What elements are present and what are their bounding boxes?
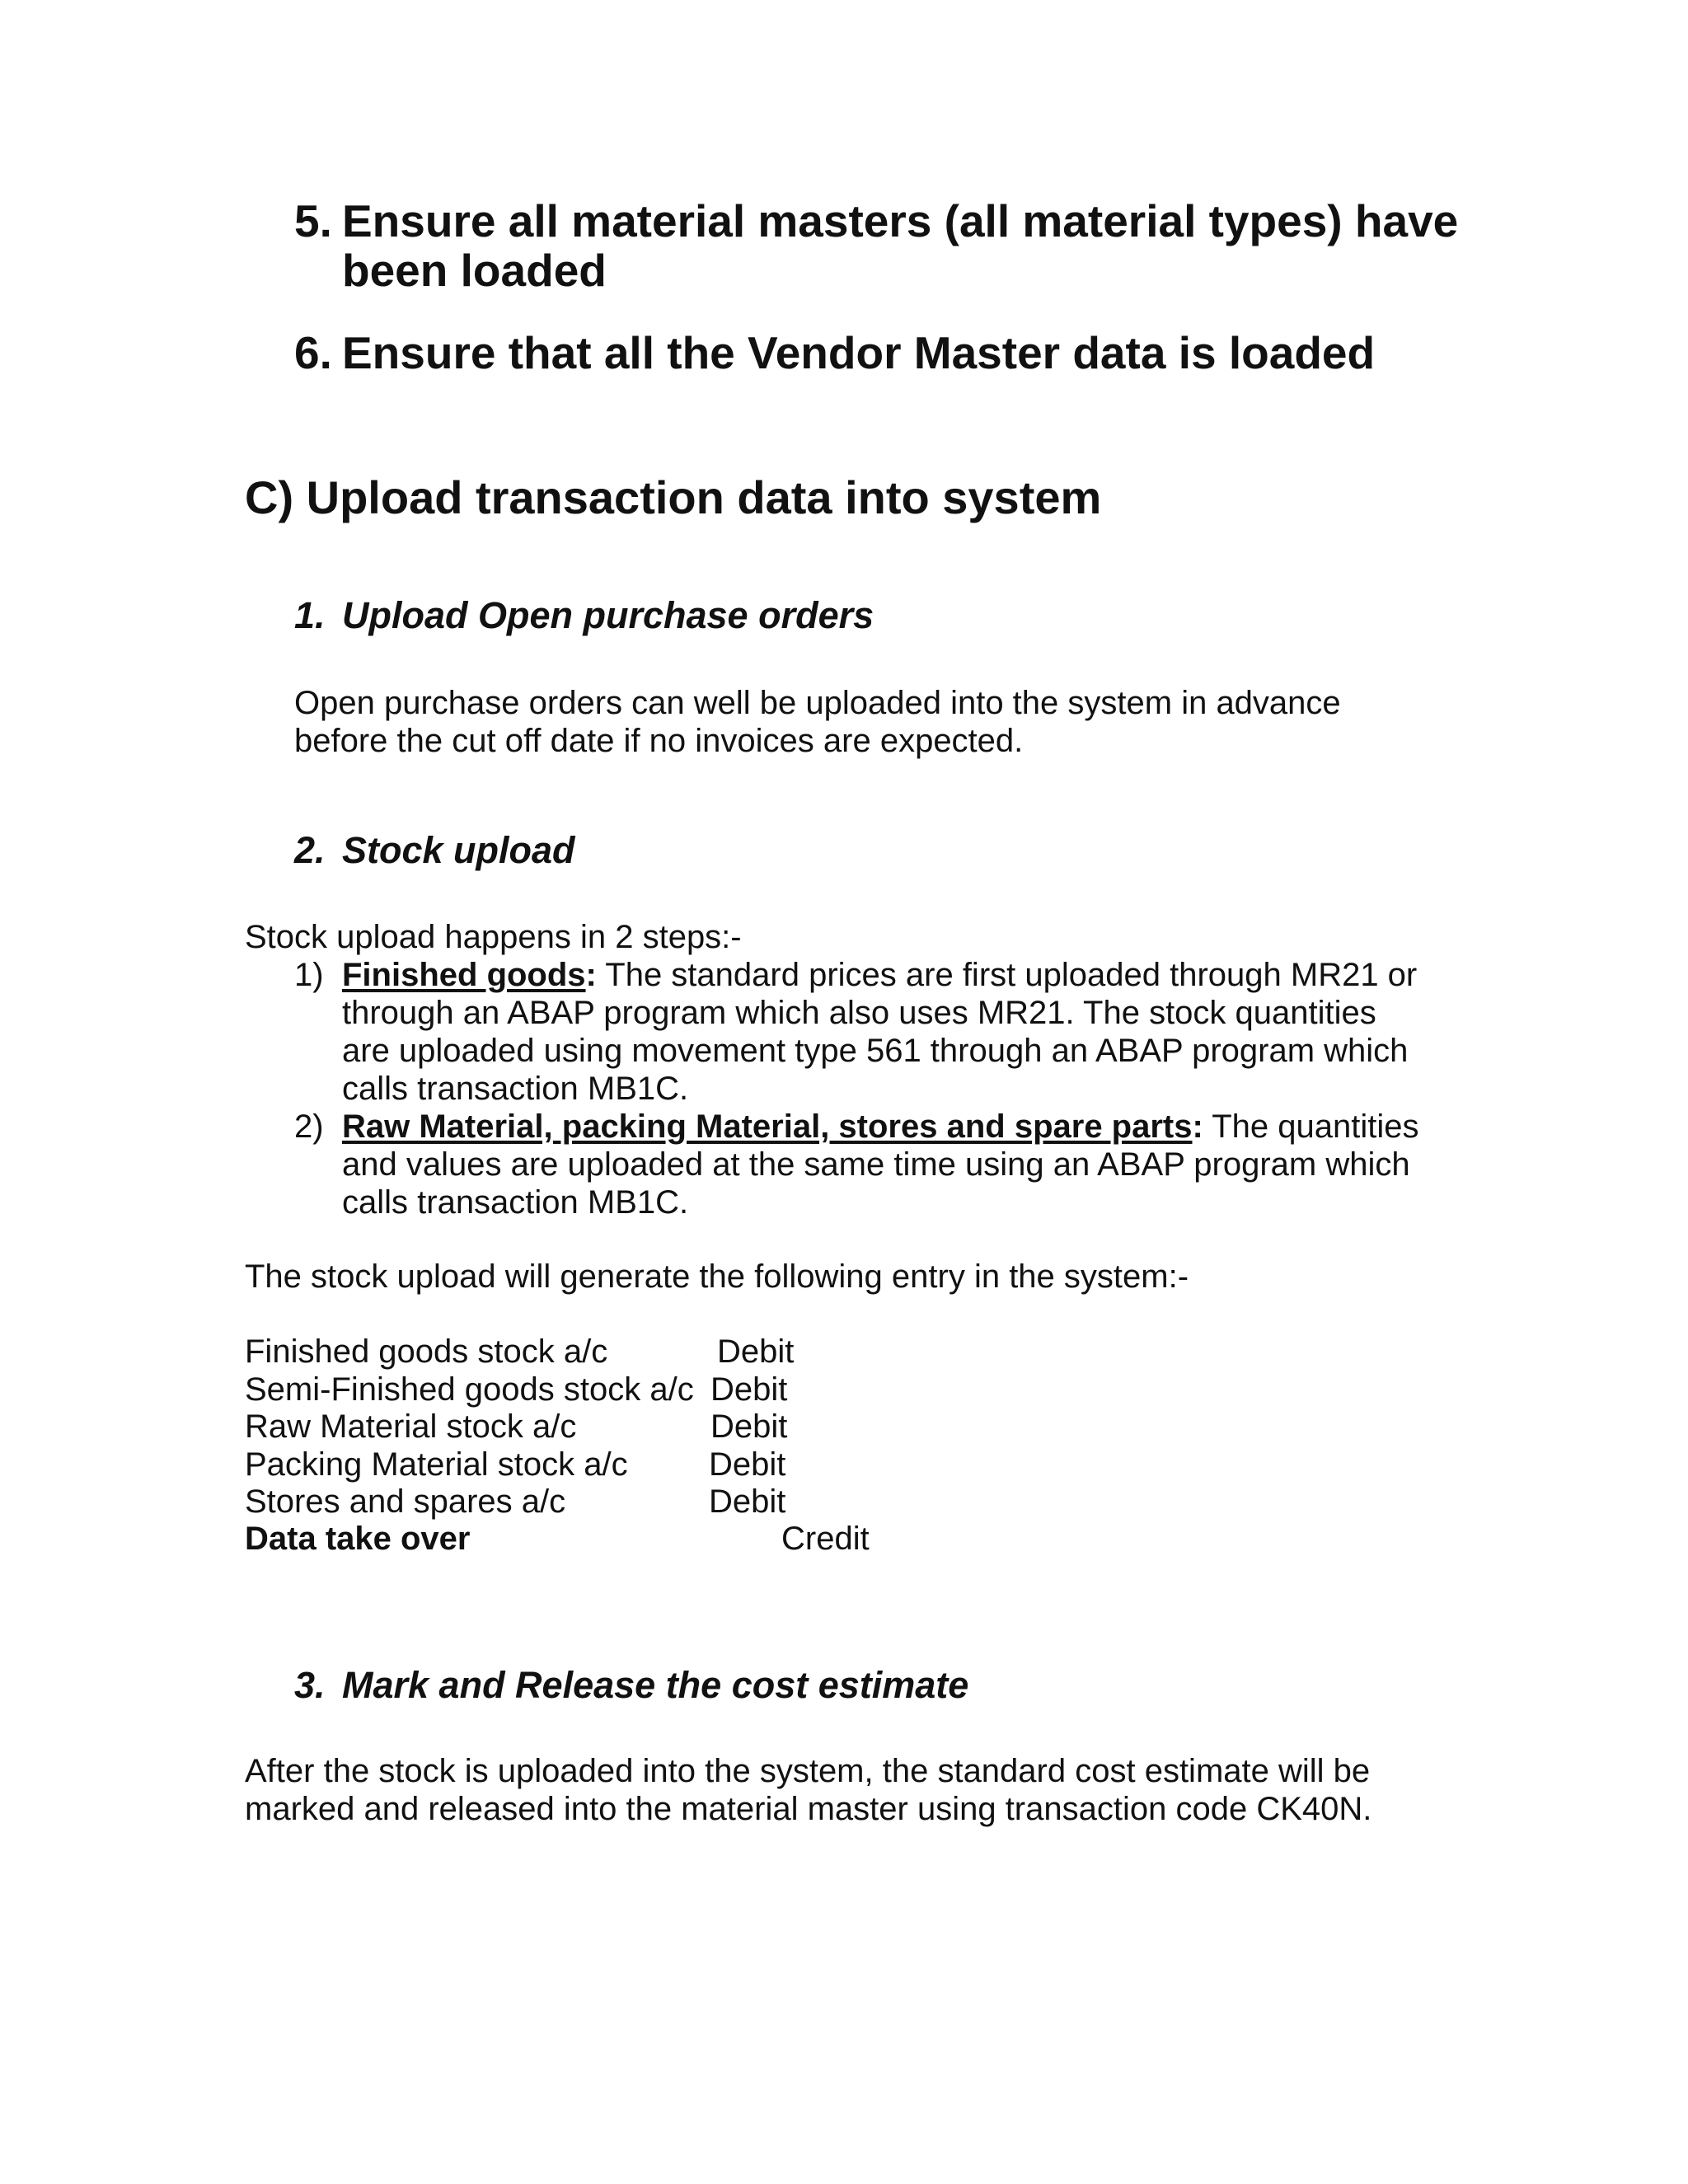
list-item-6-text: Ensure that all the Vendor Master data is loaded bbox=[342, 327, 1376, 378]
subsection-1-para-line1: Open purchase orders can well be uploaded into the system in advance bbox=[294, 685, 1341, 721]
entry-account: Semi-Finished goods stock a/c bbox=[245, 1371, 694, 1408]
subsection-2-number: 2. bbox=[294, 829, 326, 871]
subsection-1-number: 1. bbox=[294, 594, 326, 636]
step-2-line2: and values are uploaded at the same time using an ABAP program which bbox=[342, 1146, 1410, 1183]
entry-side: Debit bbox=[710, 1371, 788, 1408]
entry-account: Raw Material stock a/c bbox=[245, 1408, 577, 1445]
entry-side: Credit bbox=[781, 1521, 870, 1557]
step-2-label: Raw Material, packing Material, stores and spare parts bbox=[342, 1108, 1193, 1145]
step-1-line4: calls transaction MB1C. bbox=[342, 1071, 689, 1107]
list-item-number-6: 6. bbox=[294, 327, 332, 378]
entry-account: Finished goods stock a/c bbox=[245, 1333, 608, 1370]
entry-intro: The stock upload will generate the following entry in the system:- bbox=[245, 1258, 1189, 1295]
step-1-line1-rest: The standard prices are first uploaded through MR21 or bbox=[596, 957, 1418, 993]
step-2-line1-rest: The quantities bbox=[1203, 1108, 1419, 1145]
step-1-line3: are uploaded using movement type 561 through an ABAP program which bbox=[342, 1033, 1409, 1069]
step-1-number: 1) bbox=[294, 957, 324, 993]
list-item-5-line2: been loaded bbox=[342, 245, 607, 296]
entry-side: Debit bbox=[710, 1408, 788, 1445]
step-1-colon: : bbox=[585, 957, 597, 993]
step-1-line2: through an ABAP program which also uses MR21. The stock quantities bbox=[342, 995, 1376, 1031]
list-item-number-5: 5. bbox=[294, 195, 332, 246]
subsection-3-para-line2: marked and released into the material master using transaction code CK40N. bbox=[245, 1791, 1372, 1827]
entry-side: Debit bbox=[709, 1446, 786, 1483]
step-2-colon: : bbox=[1192, 1108, 1203, 1145]
subsection-1-para-line2: before the cut off date if no invoices are expected. bbox=[294, 723, 1024, 759]
step-1-line1 bbox=[342, 956, 1417, 994]
subsection-3-number: 3. bbox=[294, 1664, 326, 1706]
section-heading: C) Upload transaction data into system bbox=[245, 471, 1102, 523]
stock-upload-intro: Stock upload happens in 2 steps:- bbox=[245, 919, 742, 955]
entry-side: Debit bbox=[717, 1333, 795, 1370]
subsection-3-title: Mark and Release the cost estimate bbox=[342, 1664, 969, 1706]
list-item-5-line1: Ensure all material masters (all material types) have bbox=[342, 195, 1459, 246]
entry-side: Debit bbox=[709, 1483, 786, 1520]
step-2-line3: calls transaction MB1C. bbox=[342, 1184, 689, 1221]
subsection-3-para-line1: After the stock is uploaded into the system, the standard cost estimate will be bbox=[245, 1753, 1371, 1789]
entry-account: Stores and spares a/c bbox=[245, 1483, 566, 1520]
step-2-number: 2) bbox=[294, 1108, 324, 1145]
entry-account-total: Data take over bbox=[245, 1521, 471, 1557]
step-1-label: Finished goods bbox=[342, 957, 586, 993]
subsection-2-title: Stock upload bbox=[342, 829, 575, 871]
entry-account: Packing Material stock a/c bbox=[245, 1446, 628, 1483]
step-2-line1 bbox=[342, 1108, 1418, 1146]
subsection-1-title: Upload Open purchase orders bbox=[342, 594, 874, 636]
